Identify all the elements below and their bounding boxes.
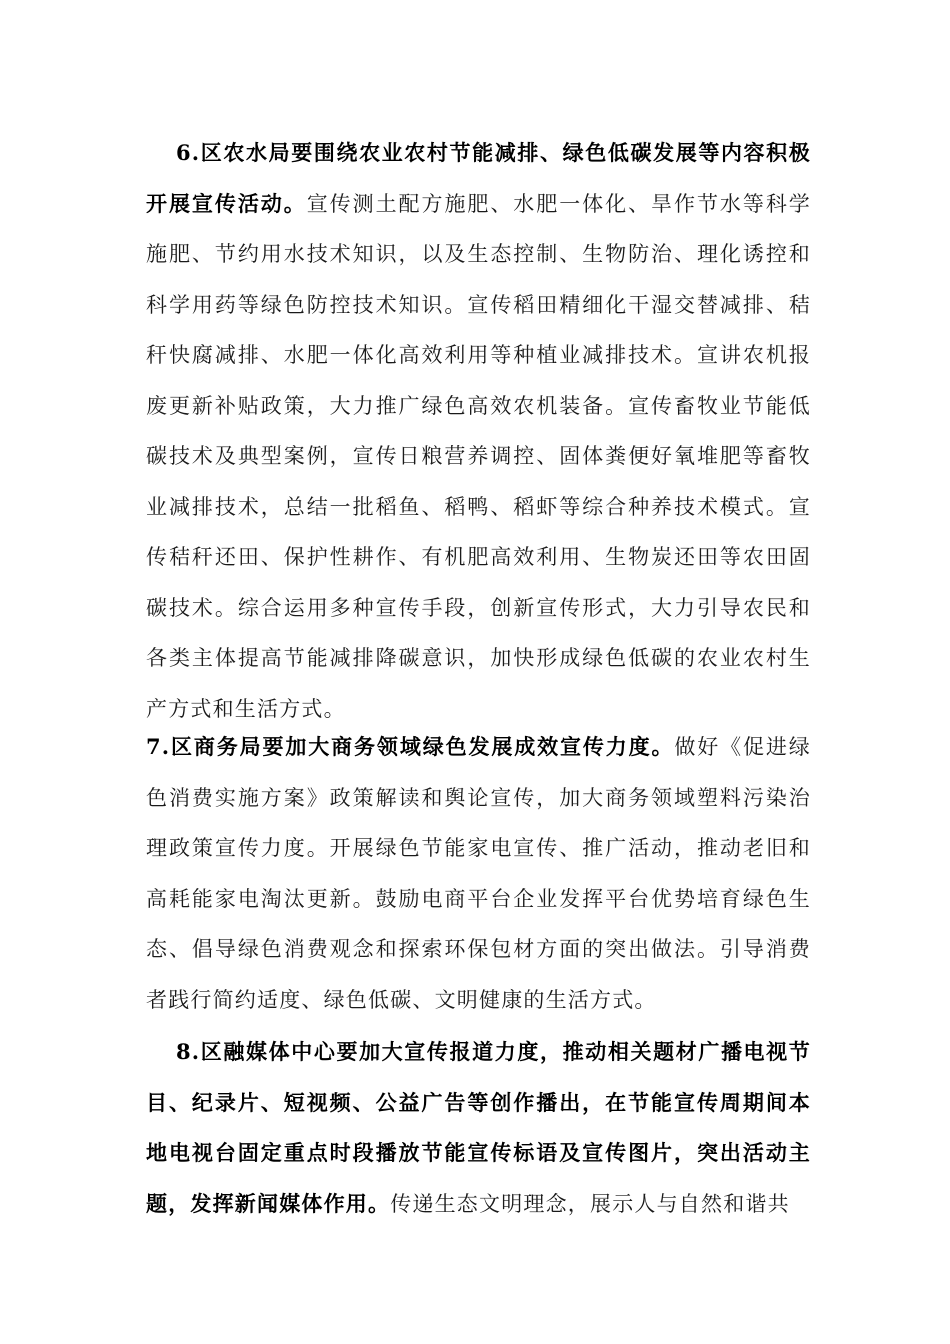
paragraph-8 (146, 1027, 811, 1229)
paragraph-6-number: 6. (176, 140, 201, 165)
paragraph-6 (146, 128, 811, 734)
paragraph-6-heading: 区农水局要围绕农业农村节能减排、绿色低碳发展等内容积极开展宣传活动。 (146, 140, 811, 216)
paragraph-7-heading: 区商务局要加大商务领域绿色发展成效宣传力度。 (170, 734, 675, 759)
paragraph-7-number: 7. (146, 734, 171, 759)
paragraph-7 (146, 722, 811, 1025)
paragraph-8-heading: 区融媒体中心要加大宣传报道力度，推动相关题材广播电视节目、纪录片、短视频、公益广告等创作播出，在节能宣传周期间本地电视台固定重点时段播放节能宣传标语及宣传图片，突出活动主题，发挥新闻媒体作用。 (146, 1039, 811, 1216)
paragraph-8-body: 传递生态文明理念，展示人与自然和谐共 (390, 1191, 790, 1216)
paragraph-7-body: 做好《促进绿色消费实施方案》政策解读和舆论宣传，加大商务领域塑料污染治理政策宣传力度。开展绿色节能家电宣传、推广活动，推动老旧和高耗能家电淘汰更新。鼓励电商平台企业发挥平台优势培育绿色生态、倡导绿色消费观念和探索环保包材方面的突出做法。引导消费者践行简约适度、绿色低碳、文明健康的生活方式。 (146, 735, 811, 1012)
paragraph-8-number: 8. (176, 1039, 201, 1064)
paragraph-6-body: 宣传测土配方施肥、水肥一体化、旱作节水等科学施肥、节约用水技术知识，以及生态控制、生物防治、理化诱控和科学用药等绿色防控技术知识。宣传稻田精细化干湿交替减排、秸秆快腐减排、水肥一体化高效利用等种植业减排技术。宣讲农机报废更新补贴政策，大力推广绿色高效农机装备。宣传畜牧业节能低碳技术及典型案例，宣传日粮营养调控、固体粪便好氧堆肥等畜牧业减排技术，总结一批稻鱼、稻鸭、稻虾等综合种养技术模式。宣传秸秆还田、保护性耕作、有机肥高效利用、生物炭还田等农田固碳技术。综合运用多种宣传手段，创新宣传形式，大力引导农民和各类主体提高节能减排降碳意识，加快形成绿色低碳的农业农村生产方式和生活方式。 (146, 191, 811, 721)
